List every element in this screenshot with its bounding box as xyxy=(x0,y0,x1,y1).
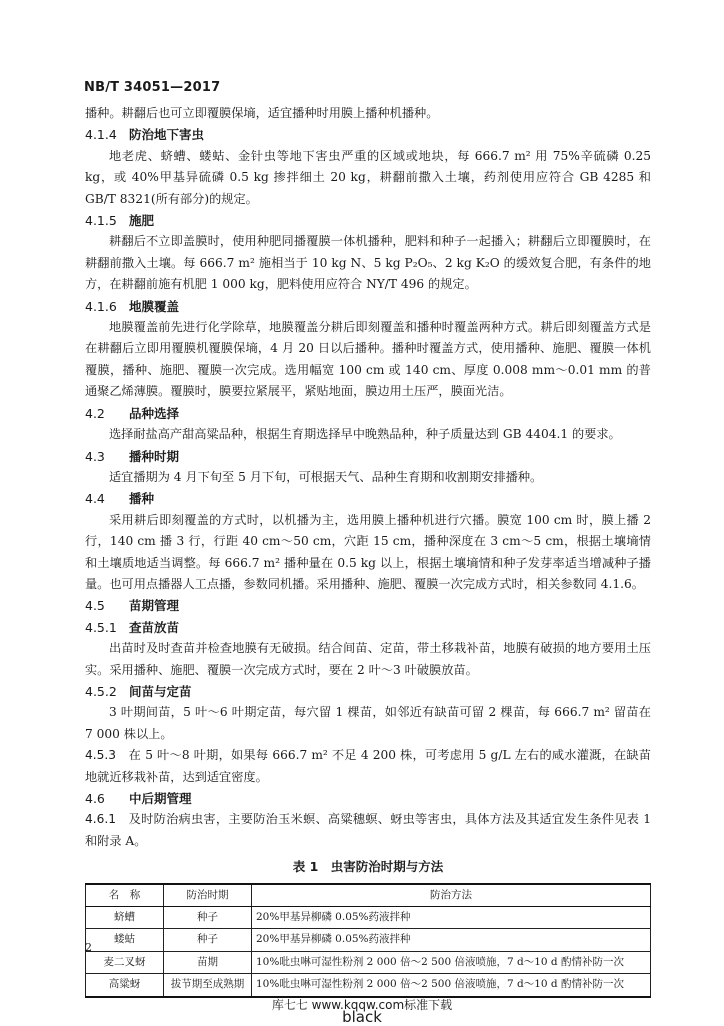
section-title: 播种时期 xyxy=(129,448,180,464)
column-header-name: 名 称 xyxy=(86,884,164,907)
section-4-4-heading xyxy=(85,488,651,509)
section-number: 4.5 xyxy=(85,598,105,614)
section-title: 播种 xyxy=(129,491,155,507)
section-number: 4.6 xyxy=(85,791,105,806)
page-number: 2 xyxy=(85,941,92,954)
section-4-5-1-heading xyxy=(85,617,651,638)
table-header-row xyxy=(86,884,651,907)
table-cell: 麦二叉蚜 xyxy=(86,951,164,973)
section-title: 中后期管理 xyxy=(129,791,192,806)
section-4-3-paragraph: 适宜播期为 4 月下旬至 5 月下旬，可根据天气、品种生育期和收割期安排播种。 xyxy=(109,469,543,484)
standard-number: NB/T 34051—2017 xyxy=(84,80,221,95)
section-4-6-heading xyxy=(85,788,651,809)
section-number: 4.5.3 xyxy=(85,748,117,763)
table-cell: 10%吡虫啉可湿性粉剂 2 000 倍～2 500 倍液喷施，7 d～10 d 酌情补防一次 xyxy=(252,951,651,973)
section-number: 4.6.1 xyxy=(85,812,117,827)
table-title: 表 1 虫害防治时期与方法 xyxy=(292,859,444,875)
section-4-1-6-heading xyxy=(85,296,651,317)
section-title: 防治地下害虫 xyxy=(129,127,205,143)
table-cell: 20%甲基异柳磷 0.05%药液拌种 xyxy=(252,907,651,929)
section-text: 及时防治病虫害，主要防治玉米螟、高粱穗螟、蚜虫等害虫，具体方法及其适宜发生条件见表 1 和附录 A。 xyxy=(85,812,651,848)
section-number: 4.1.5 xyxy=(85,213,117,229)
table-cell: 拔节期至成熟期 xyxy=(164,974,252,997)
table-row xyxy=(86,974,651,997)
table-row xyxy=(86,951,651,973)
section-4-1-5-paragraph: 耕翻后不立即盖膜时，使用种肥同播覆膜一体机播种，肥料和种子一起播入；耕翻后立即覆膜时，在耕翻前撒入土壤。每 666.7 m² 施相当于 10 kg N、5 kg P₂O₅、2 kg K₂O 的缓效复合肥，有条件的地方，在耕翻前施有机肥 1 000 kg，肥料使用应符合 NY/T 496 的规定。 xyxy=(85,234,651,292)
table-cell: 蝼蛄 xyxy=(86,929,164,951)
pest-control-table xyxy=(85,883,651,998)
section-title: 苗期管理 xyxy=(129,598,180,614)
section-4-5-3-paragraph xyxy=(85,745,651,788)
table-cell: 种子 xyxy=(164,929,252,951)
section-4-1-4-heading xyxy=(85,124,651,145)
section-number: 4.4 xyxy=(85,491,105,507)
footer-word: black xyxy=(342,1008,382,1026)
table-cell: 10%吡虫啉可湿性粉剂 2 000 倍～2 500 倍液喷施，7 d～10 d 酌情补防一次 xyxy=(252,974,651,997)
section-number: 4.1.4 xyxy=(85,127,117,143)
section-title: 施肥 xyxy=(129,213,155,229)
section-4-6-1-paragraph xyxy=(85,809,651,852)
section-number: 4.3 xyxy=(85,448,105,464)
table-row xyxy=(86,929,651,951)
section-4-1-4-paragraph: 地老虎、蛴螬、蝼蛄、金针虫等地下害虫严重的区域或地块，每 666.7 m² 用 75%辛硫磷 0.25 kg，或 40%甲基异硫磷 0.5 kg 掺拌细土 20 kg，耕翻前撒入土壤，药剂使用应符合 GB 4285 和 GB/T 8321(所有部分)的规定。 xyxy=(85,148,651,206)
section-4-1-5-heading xyxy=(85,210,651,231)
section-4-5-2-heading xyxy=(85,681,651,702)
table-cell: 蛴螬 xyxy=(86,907,164,929)
table-cell: 种子 xyxy=(164,907,252,929)
section-4-5-heading xyxy=(85,595,651,616)
section-4-3-heading xyxy=(85,446,651,467)
table-row xyxy=(86,907,651,929)
intro-paragraph: 播种。耕翻后也可立即覆膜保墒，适宜播种时用膜上播种机播种。 xyxy=(85,106,439,120)
document-body xyxy=(85,103,651,998)
section-title: 间苗与定苗 xyxy=(129,683,192,699)
section-number: 4.1.6 xyxy=(85,298,117,314)
watermark-link-text: 库七七 www.kqqw.com标准下载 xyxy=(271,998,453,1012)
section-number: 4.5.2 xyxy=(85,683,117,699)
section-title: 品种选择 xyxy=(129,405,180,421)
table-cell: 20%甲基异柳磷 0.05%药液拌种 xyxy=(252,929,651,951)
section-4-4-paragraph: 采用耕后即刻覆盖的方式时，以机播为主，选用膜上播种机进行穴播。膜宽 100 cm 时，膜上播 2 行，140 cm 播 3 行，行距 40 cm～50 cm，穴距 15 cm，播种深度在 3 cm～5 cm，根据土壤墒情和土壤质地适当调整。每 666.7 m² 播种量在 0.5 kg 以上，根据土壤墒情和种子发芽率适当增减种子播量。也可用点播器人工点播，参数同机播。采用播种、施肥、覆膜一次完成方式时，相关参数同 4.1.6。 xyxy=(85,512,651,591)
section-number: 4.5.1 xyxy=(85,619,117,635)
section-4-5-1-paragraph: 出苗时及时查苗并检查地膜有无破损。结合间苗、定苗，带土移栽补苗，地膜有破损的地方要用土压实。采用播种、施肥、覆膜一次完成方式时，要在 2 叶～3 叶破膜放苗。 xyxy=(85,641,651,677)
section-text: 在 5 叶～8 叶期，如果每 666.7 m² 不足 4 200 株，可考虑用 5 g/L 左右的咸水灌溉，在缺苗地就近移栽补苗，达到适宜密度。 xyxy=(85,748,651,784)
section-4-2-paragraph: 选择耐盐高产甜高粱品种，根据生育期选择早中晚熟品种，种子质量达到 GB 4404.1 的要求。 xyxy=(109,427,621,442)
section-title: 查苗放苗 xyxy=(129,619,180,635)
table-cell: 苗期 xyxy=(164,951,252,973)
section-4-2-heading xyxy=(85,403,651,424)
section-title: 地膜覆盖 xyxy=(129,298,180,314)
table-cell: 高粱蚜 xyxy=(86,974,164,997)
section-4-5-2-paragraph: 3 叶期间苗，5 叶～6 叶期定苗，每穴留 1 棵苗，如邻近有缺苗可留 2 棵苗，每 666.7 m² 留苗在 7 000 株以上。 xyxy=(85,705,651,741)
column-header-method: 防治方法 xyxy=(252,884,651,907)
column-header-period: 防治时期 xyxy=(164,884,252,907)
section-4-1-6-paragraph: 地膜覆盖前先进行化学除草，地膜覆盖分耕后即刻覆盖和播种时覆盖两种方式。耕后即刻覆盖方式是在耕翻后立即用覆膜机覆膜保墒，4 月 20 日以后播种。播种时覆盖方式，使用播种、施肥、覆膜一体机覆膜，播种、施肥、覆膜一次完成。选用幅宽 100 cm 或 140 cm、厚度 0.008 mm～0.01 mm 的普通聚乙烯薄膜。覆膜时，膜要拉紧展平，紧贴地面，膜边用土压严，膜面光洁。 xyxy=(85,320,651,399)
section-number: 4.2 xyxy=(85,405,105,421)
